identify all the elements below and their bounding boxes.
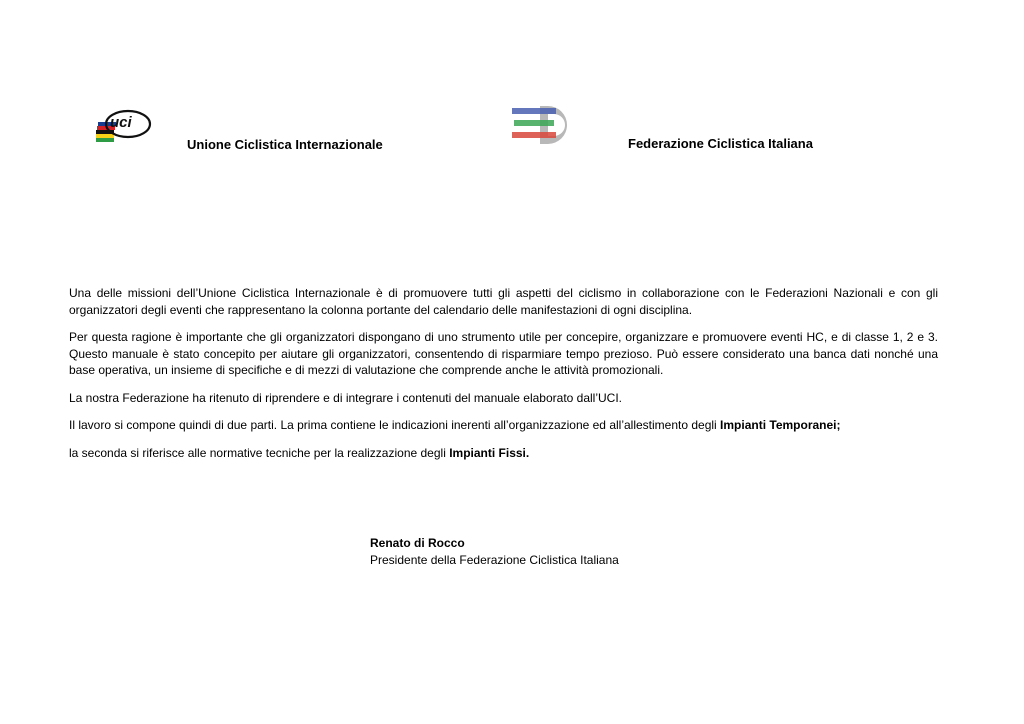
signature-block (370, 535, 619, 568)
uci-title: Unione Ciclistica Internazionale (187, 137, 383, 152)
paragraph-1: Una delle missioni dell’Unione Ciclistica Internazionale è di promuovere tutti gli aspetti del ciclismo in collaborazione con le Federazioni Nazionali e con gli organizzatori degli eventi che rappresentano la colonna portante del calendario delle manifestazioni di ogni disciplina. (69, 286, 938, 317)
fci-title: Federazione Ciclistica Italiana (628, 136, 813, 151)
paragraph-3: La nostra Federazione ha ritenuto di riprendere e di integrare i contenuti del manuale elaborato dall’UCI. (69, 390, 623, 405)
signatory-name: Renato di Rocco (370, 536, 465, 550)
paragraph-4-bold: Impianti Temporanei; (720, 418, 841, 432)
paragraph-5-text: la seconda si riferisce alle normative tecniche per la realizzazione degli (69, 445, 450, 460)
signatory-role: Presidente della Federazione Ciclistica Italiana (370, 552, 619, 567)
paragraph-5 (69, 445, 938, 462)
paragraph-4 (69, 417, 938, 434)
fci-logo (510, 104, 578, 146)
paragraph-5-bold: Impianti Fissi. (449, 445, 530, 460)
paragraph-4-text: Il lavoro si compone quindi di due parti. La prima contiene le indicazioni inerenti all’organizzazione ed all’allestimento degli (69, 418, 721, 432)
paragraph-2: Per questa ragione è importante che gli organizzatori dispongano di uno strumento utile per concepire, organizzare e promuovere eventi HC, e di classe 1, 2 e 3. Questo manuale è stato concepito per aiutare gli organizzatori, consentendo di risparmiare tempo prezioso. Può essere considerato una banca dati nonché una base operativa, un insieme di specifiche e di mezzi di valutazione che comprende anche le attività promozionali. (69, 330, 938, 377)
letter-body (69, 285, 938, 472)
uci-logo (96, 108, 152, 144)
uci-logo-text: uci (110, 114, 132, 131)
